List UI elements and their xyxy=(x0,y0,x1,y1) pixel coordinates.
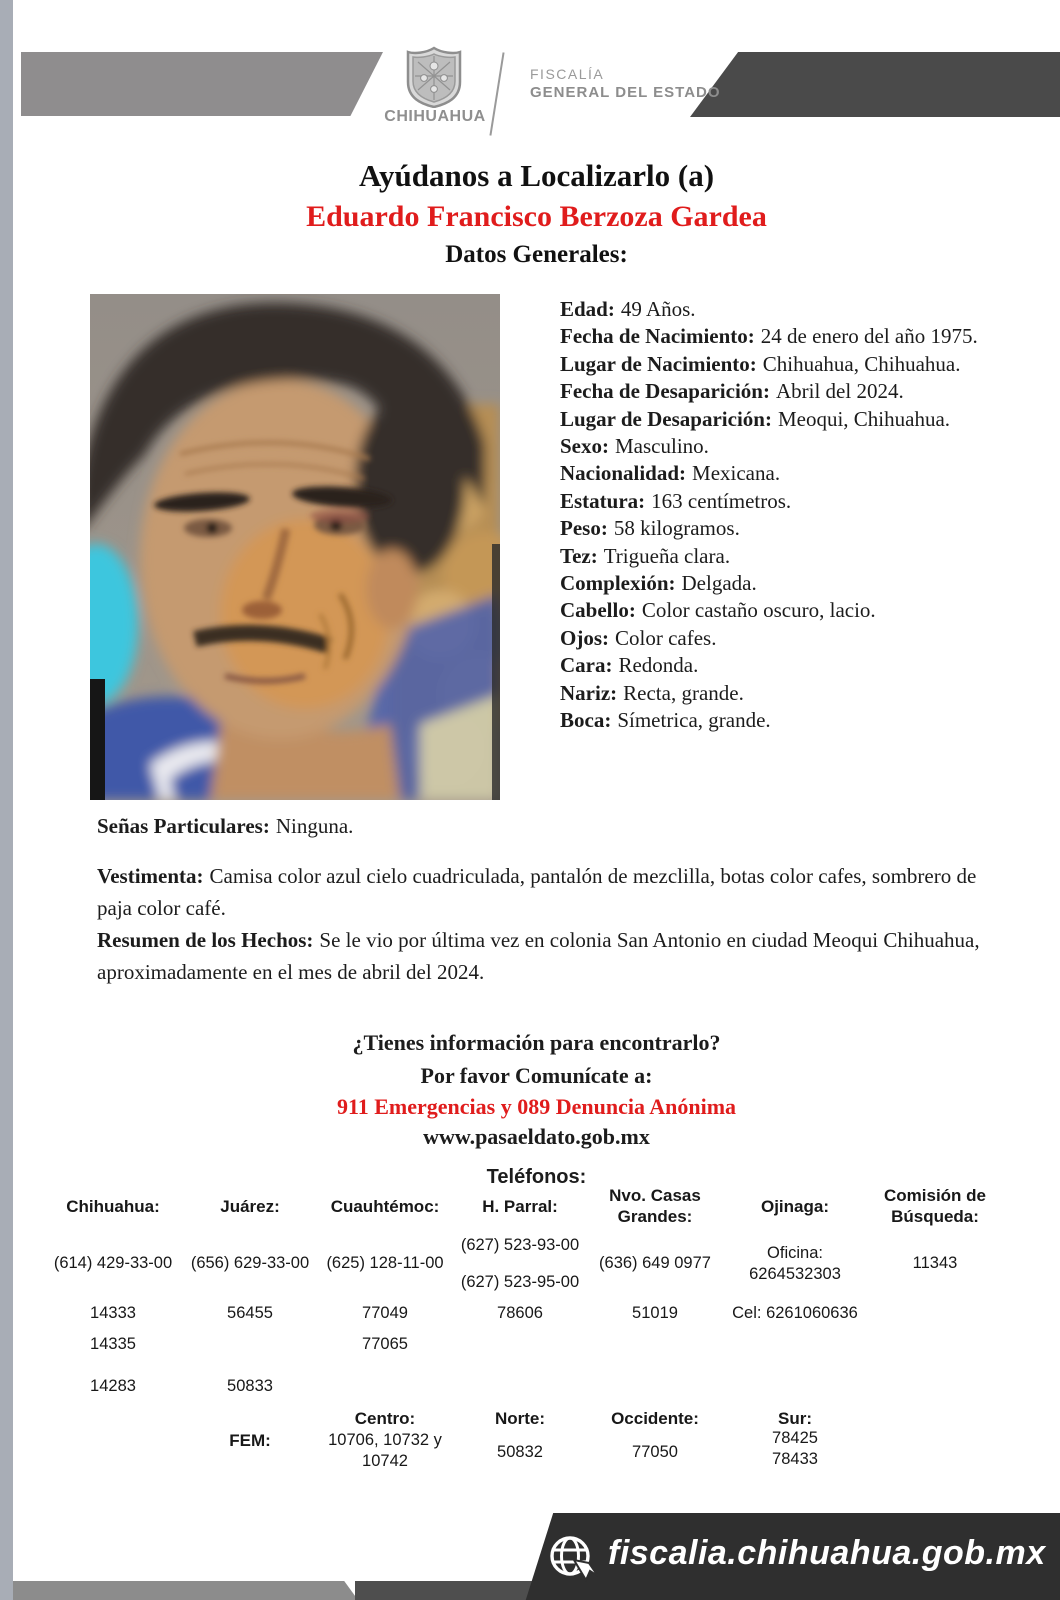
phone-number: 77065 xyxy=(362,1335,408,1353)
data-row-estatura: Estatura: 163 centímetros. xyxy=(560,488,792,513)
district-occidente: Occidente: xyxy=(611,1409,699,1428)
chihuahua-shield-icon xyxy=(404,46,464,108)
phone-number: 51019 xyxy=(632,1304,678,1322)
data-row-nacionalidad: Nacionalidad: Mexicana. xyxy=(560,461,781,486)
phone-number: 78425 78433 xyxy=(772,1429,818,1468)
data-row-cara: Cara: Redonda. xyxy=(560,653,699,678)
page-edge-strip xyxy=(0,0,13,1600)
emergency-numbers: 911 Emergencias y 089 Denuncia Anónima xyxy=(336,1094,737,1119)
fiscalia-website: fiscalia.chihuahua.gob.mx xyxy=(608,1534,1046,1572)
poster-title: Ayúdanos a Localizarlo (a) xyxy=(358,158,715,193)
data-row-boca: Boca: Símetrica, grande. xyxy=(560,708,771,733)
phone-number: (614) 429-33-00 xyxy=(53,1254,173,1272)
phone-col-cuauhtemoc: Cuauhtémoc: xyxy=(330,1197,440,1216)
phone-number: 10706, 10732 y 10742 xyxy=(328,1431,442,1470)
phone-col-chihuahua: Chihuahua: xyxy=(66,1197,160,1216)
missing-person-name: Eduardo Francisco Berzoza Gardea xyxy=(306,200,767,233)
clothing-paragraph: Vestimenta: Camisa color azul cielo cuadriculada, pantalón de mezclilla, botas color cafes, sombrero de paja color café. xyxy=(97,864,977,920)
data-row-lugar-nacimiento: Lugar de Nacimiento: Chihuahua, Chihuahua. xyxy=(560,351,961,376)
phone-number: 56455 xyxy=(227,1304,273,1322)
globe-cursor-icon xyxy=(546,1532,598,1584)
logo-state-name: CHIHUAHUA xyxy=(384,108,486,125)
district-norte: Norte: xyxy=(494,1409,546,1428)
phone-number: 77049 xyxy=(362,1304,408,1322)
header-right-bar xyxy=(690,52,1060,117)
phone-number: (627) 523-93-00 xyxy=(460,1236,580,1254)
data-row-cabello: Cabello: Color castaño oscuro, lacio. xyxy=(560,598,876,623)
org-name-line2: GENERAL DEL ESTADO xyxy=(530,84,721,101)
phone-col-ojinaga: Ojinaga: xyxy=(760,1197,829,1216)
data-row-complexion: Complexión: Delgada. xyxy=(560,571,757,596)
section-title-general-data: Datos Generales: xyxy=(445,241,628,268)
footer-strip-light xyxy=(13,1581,358,1600)
data-row-peso: Peso: 58 kilogramos. xyxy=(560,516,740,541)
district-sur: Sur: xyxy=(778,1409,812,1428)
header-left-bar xyxy=(21,52,383,116)
data-row-fecha-desaparicion: Fecha de Desaparición: Abril del 2024. xyxy=(560,379,904,404)
description-paragraphs xyxy=(97,860,982,988)
phone-number: 14333 xyxy=(90,1304,136,1322)
data-row-lugar-desaparicion: Lugar de Desaparición: Meoqui, Chihuahua. xyxy=(560,406,951,431)
general-data-list xyxy=(560,296,980,735)
contact-instruction: Por favor Comunícate a: xyxy=(420,1063,653,1088)
phone-col-juarez: Juárez: xyxy=(220,1197,280,1216)
phone-number: 78606 xyxy=(497,1304,543,1322)
phone-number: 50832 xyxy=(497,1443,543,1461)
data-row-nariz: Nariz: Recta, grande. xyxy=(560,680,744,705)
pasaeldato-website: www.pasaeldato.gob.mx xyxy=(423,1124,650,1149)
phone-number: (656) 629-33-00 xyxy=(190,1254,310,1272)
phone-number: 11343 xyxy=(912,1254,958,1272)
phone-number: Oficina: 6264532303 xyxy=(749,1244,841,1283)
phone-number: 50833 xyxy=(227,1377,273,1395)
fem-label: FEM: xyxy=(229,1431,271,1450)
data-row-sexo: Sexo: Masculino. xyxy=(560,434,709,459)
phone-number: (625) 128-11-00 xyxy=(326,1254,444,1272)
phone-col-nvo-casas-grandes: Nvo. Casas Grandes: xyxy=(609,1186,701,1226)
data-row-fecha-nacimiento: Fecha de Nacimiento: 24 de enero del año 1975. xyxy=(560,324,978,349)
data-row-ojos: Ojos: Color cafes. xyxy=(560,625,717,650)
phone-number: 14335 xyxy=(90,1335,136,1353)
contact-question: ¿Tienes información para encontrarlo? xyxy=(352,1030,721,1055)
phone-number: (636) 649 0977 xyxy=(599,1254,711,1272)
particular-signs: Señas Particulares: Ninguna. xyxy=(97,814,354,838)
org-name-line1: FISCALÍA xyxy=(530,66,605,82)
missing-person-photo xyxy=(90,294,500,800)
phone-number: 77050 xyxy=(632,1443,678,1461)
district-centro: Centro: xyxy=(354,1409,416,1428)
phone-col-parral: H. Parral: xyxy=(482,1197,558,1216)
header-divider xyxy=(489,52,504,135)
phone-number: (627) 523-95-00 xyxy=(460,1273,580,1291)
data-row-edad: Edad: 49 Años. xyxy=(560,297,696,321)
phones-title: Teléfonos: xyxy=(486,1166,587,1188)
phone-number: Cel: 6261060636 xyxy=(732,1304,858,1322)
phone-number: 14283 xyxy=(90,1377,136,1395)
data-row-tez: Tez: Trigueña clara. xyxy=(560,543,731,568)
summary-paragraph: Resumen de los Hechos: Se le vio por última vez en colonia San Antonio en ciudad Meoqui Chihuahua, aproximadamente en el mes de abril del 2024. xyxy=(97,928,980,984)
phone-col-comision-busqueda: Comisión de Búsqueda: xyxy=(883,1186,986,1226)
